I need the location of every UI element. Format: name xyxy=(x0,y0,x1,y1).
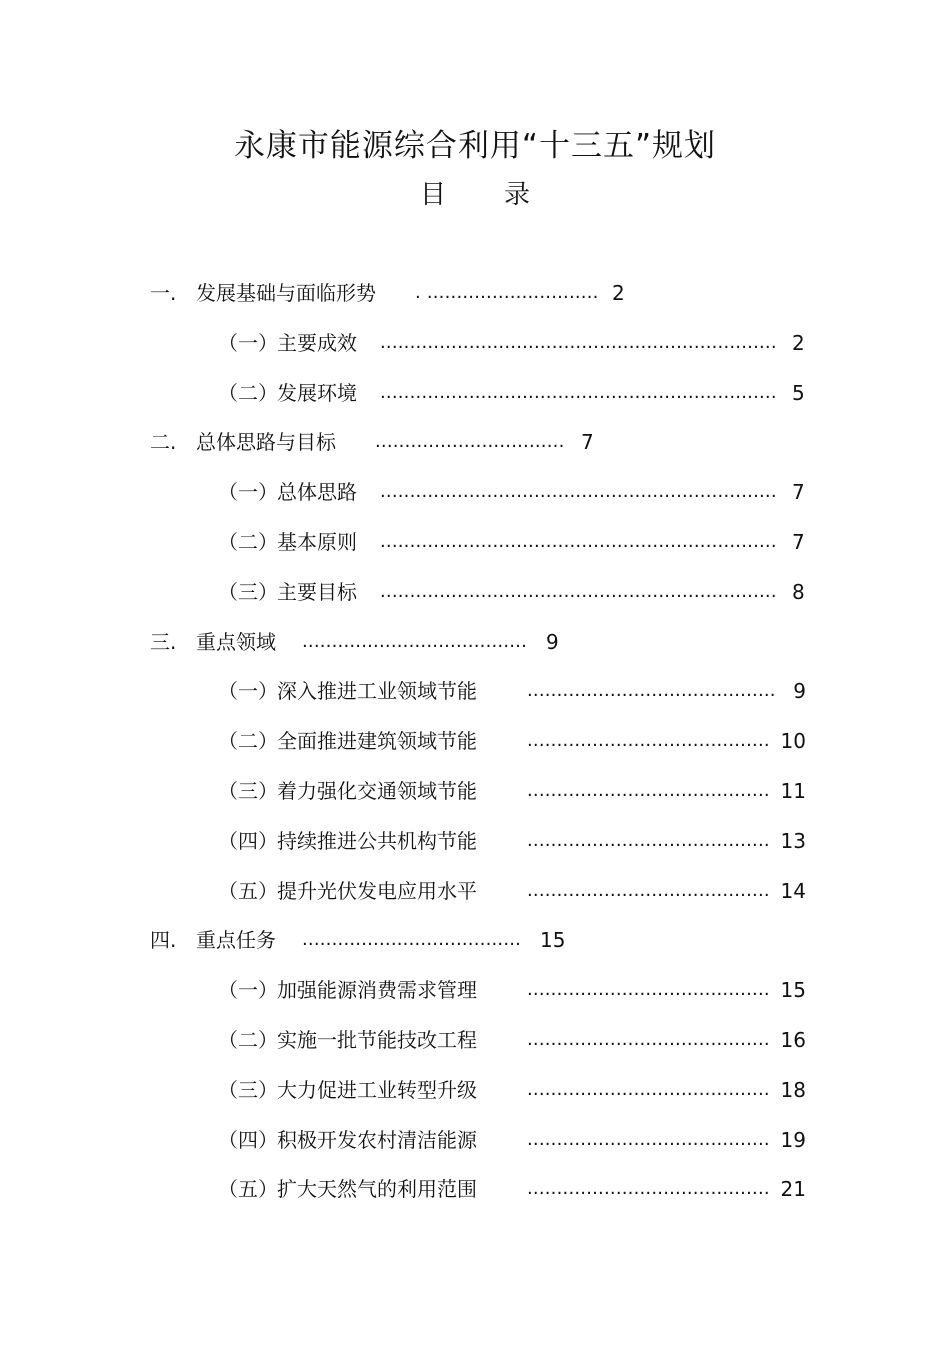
toc-entry-label: 实施一批节能技改工程 xyxy=(277,1028,477,1052)
toc-entry[interactable] xyxy=(218,876,950,906)
toc-entry[interactable] xyxy=(218,776,950,806)
toc-dot-leader: ......................................... xyxy=(527,1129,770,1150)
toc-page-number: 7 xyxy=(792,530,805,554)
toc-entry[interactable] xyxy=(218,328,950,358)
toc-entry-number: 三. xyxy=(150,630,177,654)
toc-entry[interactable] xyxy=(150,627,950,657)
toc-page-number: 19 xyxy=(780,1128,806,1152)
toc-dot-leader: ......................................... xyxy=(527,830,770,851)
toc-entry[interactable] xyxy=(218,1025,950,1055)
toc-dot-leader: ......................................... xyxy=(527,780,770,801)
toc-page-number: 7 xyxy=(581,430,594,454)
toc-entry[interactable] xyxy=(150,278,950,308)
toc-page-number: 9 xyxy=(546,630,559,654)
toc-dot-leader: ................................................................... xyxy=(380,382,777,403)
toc-entry-number: 四. xyxy=(150,928,177,952)
toc-entry-label: 发展环境 xyxy=(277,381,357,405)
toc-entry[interactable] xyxy=(218,577,950,607)
toc-entry-number: （三） xyxy=(218,1078,278,1102)
toc-page-number: 21 xyxy=(780,1177,806,1201)
toc-page-number: 11 xyxy=(780,779,806,803)
toc-page-number: 2 xyxy=(792,331,805,355)
toc-entry-label: 深入推进工业领域节能 xyxy=(277,679,477,703)
toc-entry-label: 主要成效 xyxy=(277,331,357,355)
toc-entry-number: （一） xyxy=(218,679,278,703)
toc-dot-leader: ......................................... xyxy=(527,1079,770,1100)
toc-entry-number: （二） xyxy=(218,530,278,554)
toc-entry[interactable] xyxy=(218,676,950,706)
toc-entry-number: （五） xyxy=(218,879,278,903)
toc-entry[interactable] xyxy=(218,378,950,408)
toc-dot-leader: ................................................................... xyxy=(380,531,777,552)
toc-dot-leader: ......................................... xyxy=(527,979,770,1000)
toc-dot-leader: .......................................... xyxy=(527,680,776,701)
toc-dot-leader: ................................ xyxy=(375,431,565,452)
toc-page-number: 7 xyxy=(792,480,805,504)
toc-page-number: 14 xyxy=(780,879,806,903)
toc-heading-right: 录 xyxy=(504,180,531,210)
toc-entry-label: 总体思路与目标 xyxy=(196,430,336,454)
toc-entry-number: （三） xyxy=(218,779,278,803)
toc-dot-leader: ......................................... xyxy=(527,1029,770,1050)
toc-entry-number: 二. xyxy=(150,430,177,454)
toc-entry-label: 重点领域 xyxy=(196,630,276,654)
toc-page-number: 9 xyxy=(793,679,806,703)
toc-dot-leader: . ............................. xyxy=(415,282,599,303)
toc-entry-label: 扩大天然气的利用范围 xyxy=(277,1177,477,1201)
toc-entry-number: （二） xyxy=(218,1028,278,1052)
toc-entry-label: 发展基础与面临形势 xyxy=(196,281,376,305)
toc-entry-number: （四） xyxy=(218,1128,278,1152)
toc-entry[interactable] xyxy=(218,527,950,557)
toc-dot-leader: ......................................... xyxy=(527,730,770,751)
toc-page-number: 13 xyxy=(780,829,806,853)
toc-entry-number: （三） xyxy=(218,580,278,604)
toc-entry-label: 积极开发农村清洁能源 xyxy=(277,1128,477,1152)
toc-entry[interactable] xyxy=(218,1174,950,1204)
toc-entry-label: 着力强化交通领域节能 xyxy=(277,779,477,803)
toc-entry[interactable] xyxy=(218,726,950,756)
toc-dot-leader: ...................................... xyxy=(302,631,528,652)
toc-entry-number: （五） xyxy=(218,1177,278,1201)
toc-page-number: 15 xyxy=(540,928,566,952)
toc-page-number: 18 xyxy=(780,1078,806,1102)
toc-page-number: 2 xyxy=(612,281,625,305)
toc-entry-label: 主要目标 xyxy=(277,580,357,604)
document-title: 永康市能源综合利用“十三五”规划 xyxy=(233,128,717,164)
toc-entry-number: （四） xyxy=(218,829,278,853)
toc-entry-number: 一. xyxy=(150,281,177,305)
toc-heading-left: 目 xyxy=(419,180,446,210)
toc-entry-label: 重点任务 xyxy=(196,928,276,952)
toc-entry-label: 全面推进建筑领域节能 xyxy=(277,729,477,753)
toc-entry[interactable] xyxy=(218,1125,950,1155)
toc-entry-number: （二） xyxy=(218,729,278,753)
toc-dot-leader: ......................................... xyxy=(527,1178,770,1199)
toc-entry-number: （一） xyxy=(218,978,278,1002)
toc-entry[interactable] xyxy=(150,427,950,457)
toc-page-number: 16 xyxy=(780,1028,806,1052)
toc-entry[interactable] xyxy=(218,1075,950,1105)
toc-entry-number: （二） xyxy=(218,381,278,405)
toc-entry-number: （一） xyxy=(218,480,278,504)
toc-page-number: 5 xyxy=(792,381,805,405)
toc-entry[interactable] xyxy=(218,975,950,1005)
toc-dot-leader: ................................................................... xyxy=(380,481,777,502)
toc-heading xyxy=(0,174,950,211)
toc-page-number: 8 xyxy=(792,580,805,604)
toc-entry-label: 总体思路 xyxy=(277,480,357,504)
toc-entry-number: （一） xyxy=(218,331,278,355)
toc-dot-leader: ..................................... xyxy=(302,929,522,950)
toc-dot-leader: ................................................................... xyxy=(380,581,777,602)
toc-entry[interactable] xyxy=(150,925,950,955)
toc-page-number: 10 xyxy=(780,729,806,753)
toc-entry-label: 提升光伏发电应用水平 xyxy=(277,879,477,903)
toc-entry[interactable] xyxy=(218,477,950,507)
toc-entry-label: 加强能源消费需求管理 xyxy=(277,978,477,1002)
toc-entry-label: 持续推进公共机构节能 xyxy=(277,829,477,853)
toc-entry-label: 大力促进工业转型升级 xyxy=(277,1078,477,1102)
toc-entry[interactable] xyxy=(218,826,950,856)
toc-page-number: 15 xyxy=(780,978,806,1002)
toc-dot-leader: ......................................... xyxy=(527,880,770,901)
toc-entry-label: 基本原则 xyxy=(277,530,357,554)
toc-dot-leader: ................................................................... xyxy=(380,332,777,353)
